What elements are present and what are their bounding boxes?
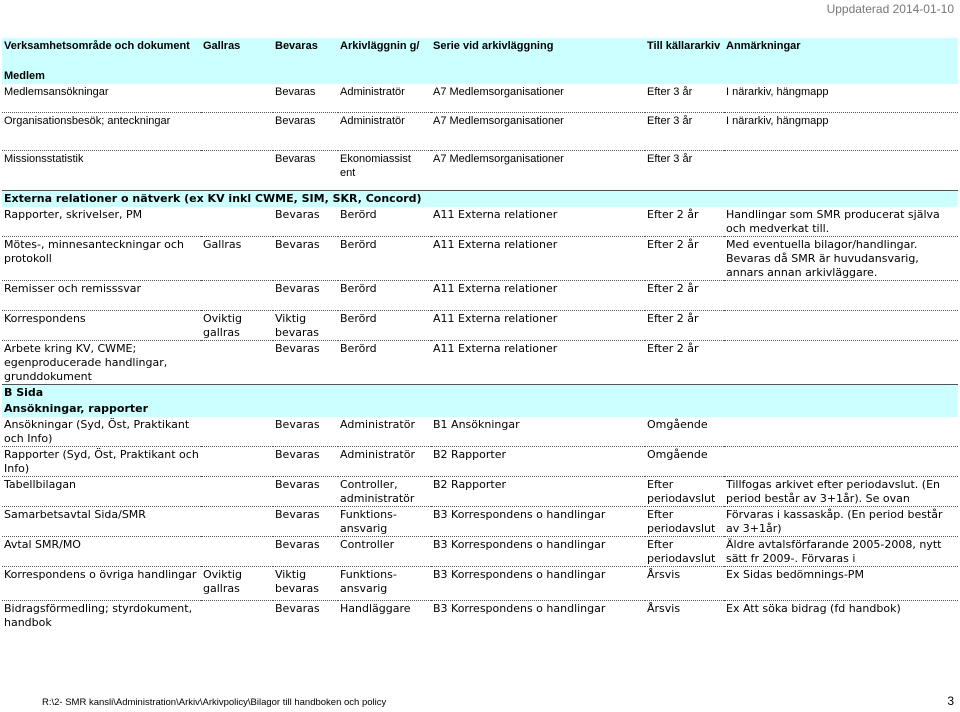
- header-row: [2, 38, 958, 68]
- cell-arkiv: Controller, administratör: [338, 476, 431, 506]
- cell-kallararkiv: Efter periodavslut: [645, 506, 724, 536]
- cell-serie: B3 Korrespondens o handlingar: [431, 600, 645, 631]
- cell-kallararkiv: Omgående: [645, 446, 724, 476]
- cell-bevaras: Bevaras: [273, 600, 338, 631]
- cell-activity: Bidragsförmedling; styrdokument, handbok: [2, 600, 201, 631]
- cell-serie: A11 Externa relationer: [433, 207, 558, 221]
- table-row: [2, 566, 958, 600]
- page-number: 3: [947, 694, 954, 708]
- table-row: [2, 506, 958, 536]
- cell-arkiv: Berörd: [338, 280, 431, 310]
- cell-serie: A11 Externa relationer: [431, 310, 645, 340]
- col-header-kallararkiv: Till källararkiv: [645, 38, 724, 68]
- section-row-externa: [2, 190, 958, 207]
- cell-arkiv: Ekonomiassist ent: [338, 150, 431, 190]
- cell-gallras: [201, 150, 273, 190]
- table-row: [2, 236, 958, 280]
- table-row: [2, 150, 958, 190]
- cell-anm: [724, 340, 958, 384]
- cell-kallararkiv: Efter 2 år: [645, 340, 724, 384]
- cell-arkiv: Administratör: [340, 86, 405, 98]
- cell-arkiv: Administratör: [340, 417, 415, 431]
- cell-gallras: [201, 84, 273, 112]
- cell-anm: Ex Att söka bidrag (fd handbok): [724, 600, 958, 631]
- cell-bevaras: Bevaras: [273, 476, 338, 506]
- cell-arkiv: Berörd: [340, 207, 377, 221]
- col-header-anmarkningar: Anmärkningar: [724, 38, 958, 68]
- cell-serie: A11 Externa relationer: [431, 236, 645, 280]
- section-label-ansokningar: Ansökningar, rapporter: [2, 401, 958, 417]
- cell-gallras: [201, 340, 273, 384]
- table-row: [2, 340, 958, 384]
- cell-anm: Handlingar som SMR producerat själva och medverkat till.: [726, 207, 940, 235]
- cell-kallararkiv: Efter 3 år: [645, 150, 724, 190]
- cell-bevaras: Bevaras: [273, 112, 338, 150]
- cell-serie: A7 Medlemsorganisationer: [433, 86, 564, 98]
- cell-arkiv: Funktions- ansvarig: [338, 506, 431, 536]
- table-row: [2, 600, 958, 631]
- cell-kallararkiv: Efter 2 år: [645, 236, 724, 280]
- col-header-activity: Verksamhetsområde och dokument: [2, 38, 201, 68]
- cell-activity: Rapporter (Syd, Öst, Praktikant och Info): [2, 446, 201, 476]
- cell-arkiv: Administratör: [338, 446, 431, 476]
- cell-gallras: [201, 112, 273, 150]
- cell-arkiv: Administratör: [338, 112, 431, 150]
- section-label-externa: Externa relationer o nätverk (ex KV inkl CWME, SIM, SKR, Concord): [2, 190, 958, 207]
- cell-kallararkiv: Efter 3 år: [645, 112, 724, 150]
- cell-gallras: [201, 600, 273, 631]
- cell-bevaras: Bevaras: [275, 417, 320, 431]
- cell-activity: Avtal SMR/MO: [2, 536, 201, 566]
- cell-arkiv: Berörd: [338, 236, 431, 280]
- cell-gallras: Oviktig gallras: [201, 566, 273, 600]
- section-row-medlem: [2, 68, 958, 84]
- cell-gallras: [201, 506, 273, 536]
- cell-kallararkiv: Efter periodavslut: [645, 476, 724, 506]
- cell-serie: B1 Ansökningar: [433, 417, 520, 431]
- section-row-bsida: [2, 384, 958, 401]
- cell-arkiv: Handläggare: [338, 600, 431, 631]
- table-row: [2, 207, 958, 237]
- table-row: [2, 84, 958, 112]
- cell-bevaras: Bevaras: [275, 207, 320, 221]
- cell-activity: Remisser och remisssvar: [2, 280, 201, 310]
- cell-arkiv: Funktions- ansvarig: [338, 566, 431, 600]
- cell-gallras: Gallras: [201, 236, 273, 280]
- cell-bevaras: Bevaras: [273, 236, 338, 280]
- cell-anm: Ex Sidas bedömnings-PM: [724, 566, 958, 600]
- cell-kallararkiv: Efter 3 år: [647, 86, 693, 98]
- cell-activity: Organisationsbesök; anteckningar: [2, 112, 201, 150]
- cell-serie: B3 Korrespondens o handlingar: [431, 506, 645, 536]
- cell-activity: Samarbetsavtal Sida/SMR: [2, 506, 201, 536]
- cell-bevaras: Bevaras: [273, 536, 338, 566]
- cell-anm: Äldre avtalsförfarande 2005-2008, nytt sätt fr 2009-. Förvaras i: [724, 536, 958, 566]
- cell-activity: Missionsstatistik: [2, 150, 201, 190]
- table-row: [2, 310, 958, 340]
- cell-bevaras: Bevaras: [275, 86, 316, 98]
- cell-anm: I närarkiv, hängmapp: [726, 86, 829, 98]
- cell-kallararkiv: Efter 2 år: [647, 207, 699, 221]
- cell-gallras: [201, 207, 273, 237]
- cell-serie: B2 Rapporter: [431, 476, 645, 506]
- cell-anm: Med eventuella bilagor/handlingar. Bevaras då SMR är huvudansvarig, annars annan arkivläggare.: [724, 236, 958, 280]
- cell-kallararkiv: Efter 2 år: [645, 280, 724, 310]
- table-row: [2, 417, 958, 447]
- cell-serie: A11 Externa relationer: [431, 280, 645, 310]
- cell-bevaras: Viktig bevaras: [273, 566, 338, 600]
- cell-activity: Medlemsansökningar: [4, 86, 109, 98]
- archive-table: [2, 38, 958, 631]
- cell-activity: Korrespondens: [2, 310, 201, 340]
- updated-date: Uppdaterad 2014-01-10: [826, 2, 954, 16]
- cell-arkiv: Controller: [338, 536, 431, 566]
- cell-serie: B3 Korrespondens o handlingar: [431, 536, 645, 566]
- cell-activity: Ansökningar (Syd, Öst, Praktikant och Info): [4, 417, 190, 445]
- cell-gallras: [201, 536, 273, 566]
- cell-gallras: [201, 280, 273, 310]
- cell-activity: Korrespondens o övriga handlingar: [2, 566, 201, 600]
- cell-arkiv: Berörd: [338, 340, 431, 384]
- cell-gallras: Oviktig gallras: [201, 310, 273, 340]
- cell-gallras: [201, 446, 273, 476]
- cell-anm: I närarkiv, hängmapp: [724, 112, 958, 150]
- section-label-bsida: B Sida: [2, 384, 958, 401]
- cell-anm: Tillfogas arkivet efter periodavslut. (En period består av 3+1år). Se ovan: [724, 476, 958, 506]
- cell-activity: Mötes-, minnesanteckningar och protokoll: [2, 236, 201, 280]
- cell-serie: A11 Externa relationer: [431, 340, 645, 384]
- cell-gallras: [201, 476, 273, 506]
- col-header-bevaras: Bevaras: [273, 38, 338, 68]
- table-row: [2, 536, 958, 566]
- cell-bevaras: Bevaras: [273, 506, 338, 536]
- col-header-serie: Serie vid arkivläggning: [431, 38, 645, 68]
- cell-serie: B2 Rapporter: [431, 446, 645, 476]
- section-row-ansokningar: [2, 401, 958, 417]
- cell-bevaras: Bevaras: [273, 340, 338, 384]
- cell-kallararkiv: Årsvis: [645, 600, 724, 631]
- cell-kallararkiv: Årsvis: [645, 566, 724, 600]
- cell-kallararkiv: Efter periodavslut: [645, 536, 724, 566]
- cell-bevaras: Bevaras: [273, 446, 338, 476]
- cell-anm: [724, 280, 958, 310]
- col-header-gallras: Gallras: [201, 38, 273, 68]
- cell-bevaras: Bevaras: [273, 280, 338, 310]
- section-label-medlem: Medlem: [2, 68, 958, 84]
- table-row: [2, 280, 958, 310]
- table-row: [2, 446, 958, 476]
- cell-anm: [724, 150, 958, 190]
- cell-arkiv: Berörd: [338, 310, 431, 340]
- cell-kallararkiv: Efter 2 år: [645, 310, 724, 340]
- cell-serie: B3 Korrespondens o handlingar: [431, 566, 645, 600]
- cell-activity: Arbete kring KV, CWME; egenproducerade handlingar, grunddokument: [2, 340, 201, 384]
- table-row: [2, 112, 958, 150]
- cell-bevaras: Bevaras: [273, 150, 338, 190]
- cell-activity: Tabellbilagan: [2, 476, 201, 506]
- cell-serie: A7 Medlemsorganisationer: [431, 150, 645, 190]
- cell-gallras: [201, 417, 273, 447]
- cell-activity: Rapporter, skrivelser, PM: [4, 207, 143, 221]
- cell-anm: [724, 446, 958, 476]
- cell-bevaras: Viktig bevaras: [273, 310, 338, 340]
- cell-anm: [724, 417, 958, 447]
- col-header-arkivlaggning: Arkivläggnin g/: [338, 38, 431, 68]
- cell-anm: Förvaras i kassaskåp. (En period består av 3+1år): [724, 506, 958, 536]
- cell-serie: A7 Medlemsorganisationer: [431, 112, 645, 150]
- footer-path: R:\2- SMR kansli\Administration\Arkiv\Arkivpolicy\Bilagor till handboken och policy: [42, 697, 387, 708]
- table-row: [2, 476, 958, 506]
- cell-kallararkiv: Omgående: [647, 417, 708, 431]
- cell-anm: [724, 310, 958, 340]
